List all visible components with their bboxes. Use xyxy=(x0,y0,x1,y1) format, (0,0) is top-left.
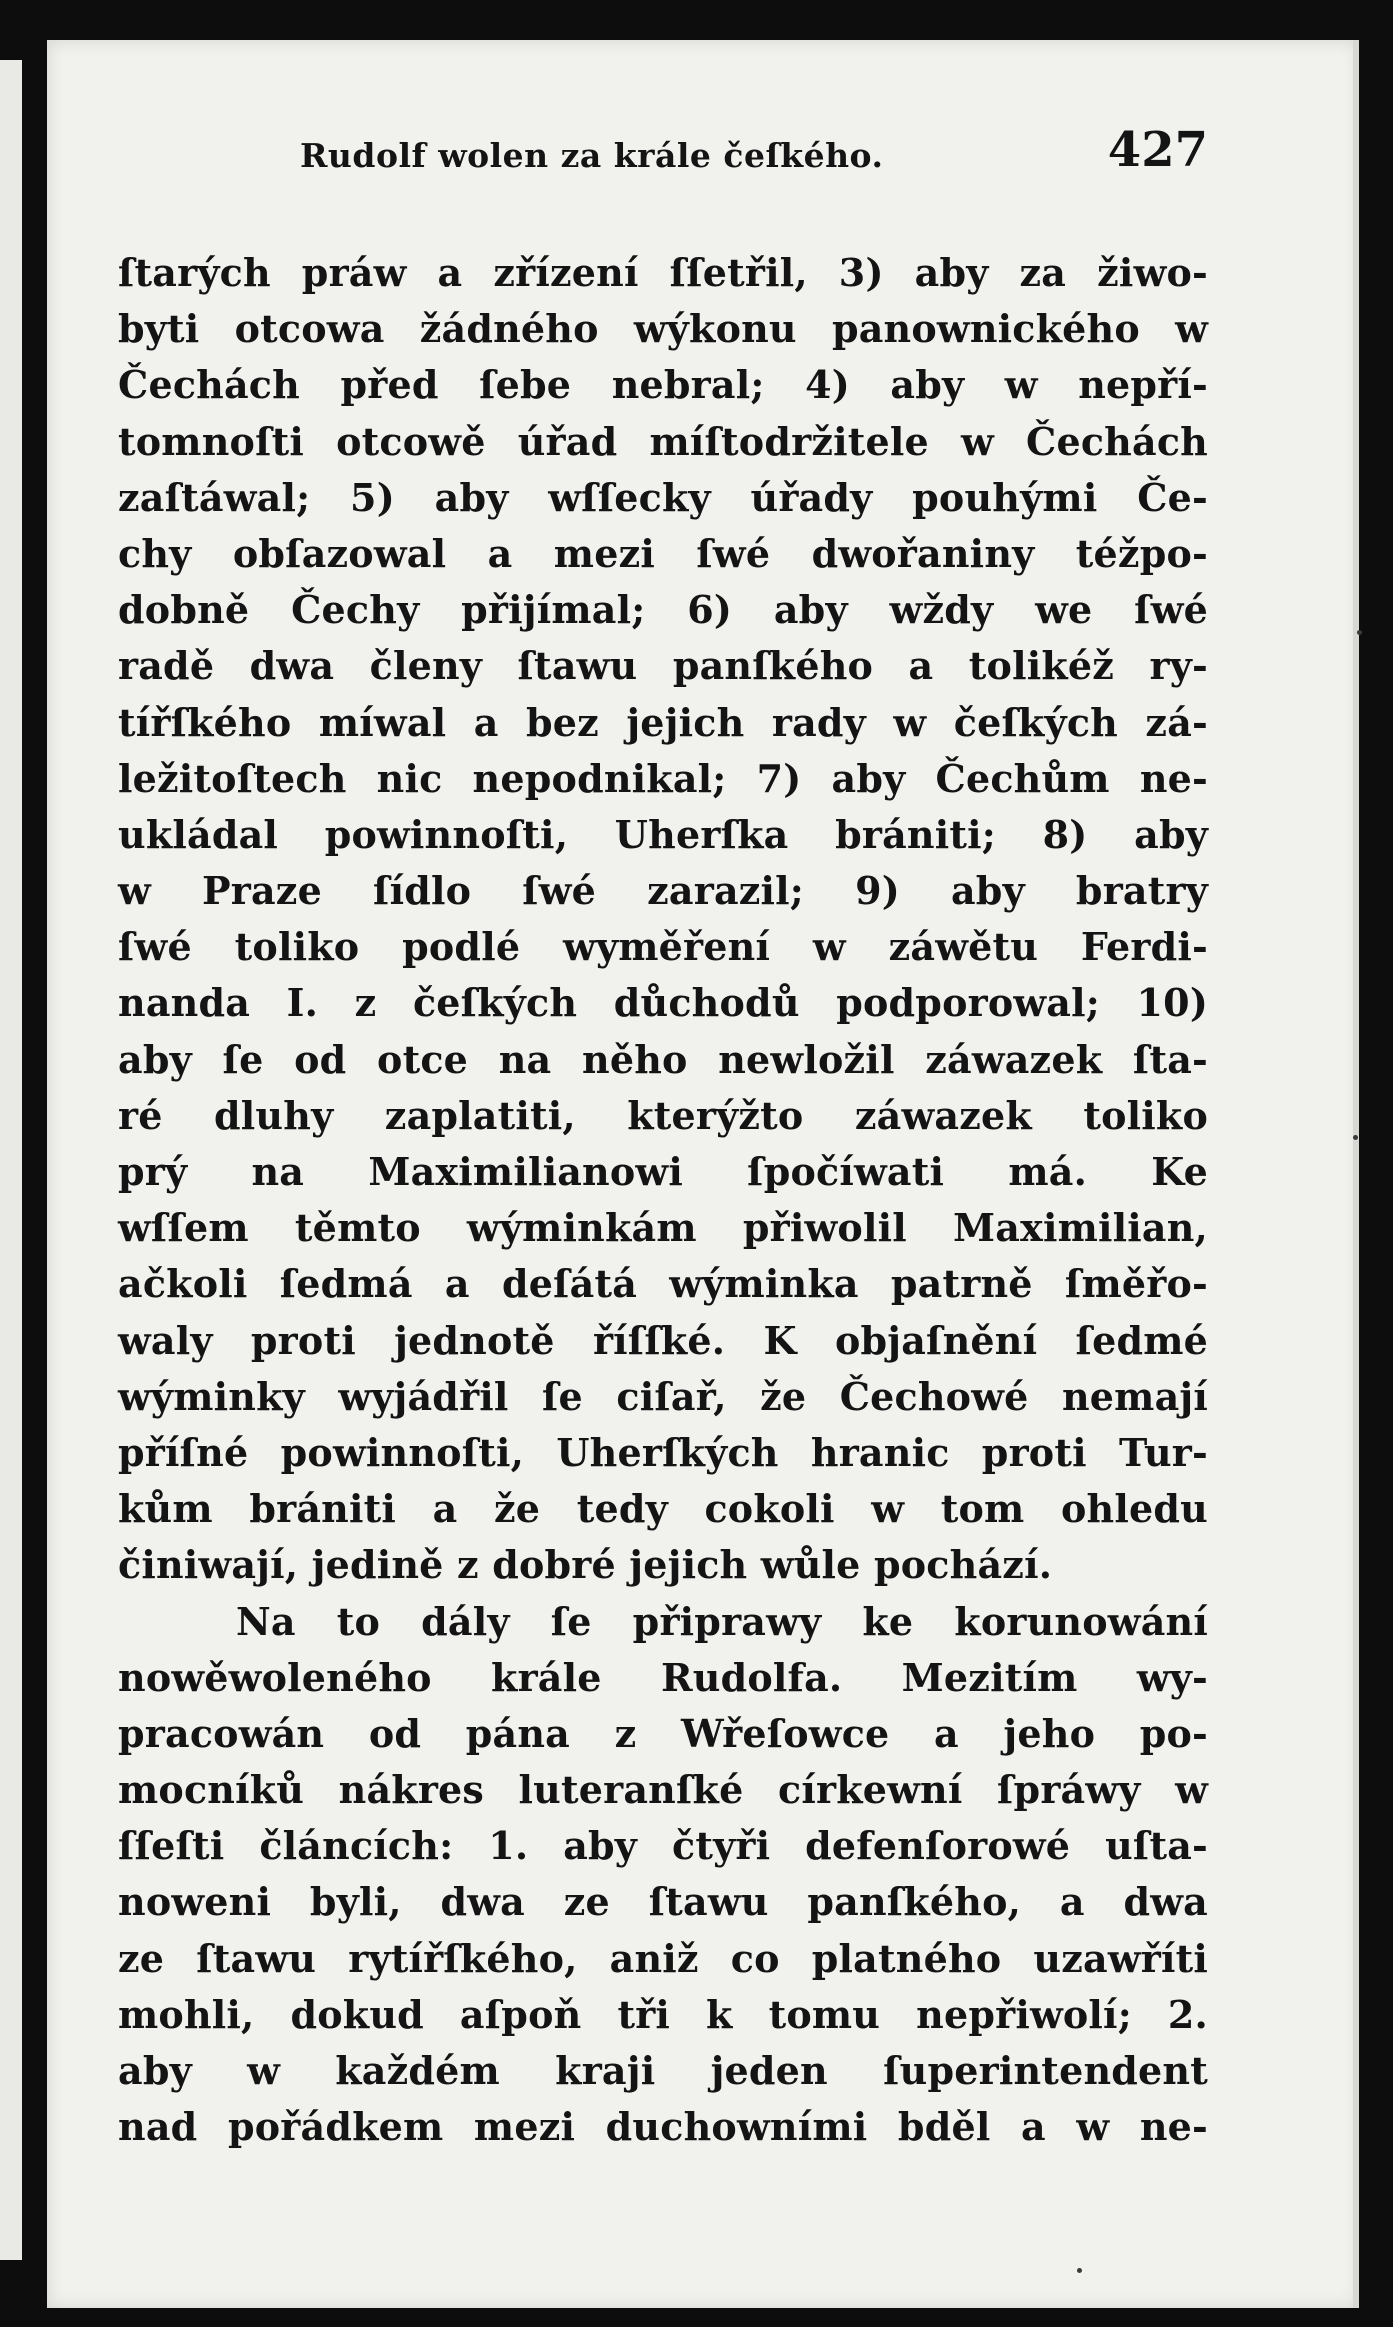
text-line: ſwé toliko podlé wyměření w záwětu Ferdi- xyxy=(118,924,1208,970)
text-line: ukládal powinnoſti, Uherſka brániti; 8) aby xyxy=(118,811,1208,857)
running-head-title: Rudolf wolen za krále čeſkého. xyxy=(300,136,884,175)
body-text xyxy=(118,245,1208,2155)
facing-page-edge xyxy=(0,60,22,2260)
paper-speck xyxy=(1353,1135,1358,1140)
text-line: ačkoli ſedmá a deſátá wýminka patrně ſměřo- xyxy=(118,1261,1208,1307)
text-line: příſné powinnoſti, Uherſkých hranic proti Tur- xyxy=(118,1429,1208,1475)
text-line: ré dluhy zaplatiti, kterýžto záwazek toliko xyxy=(118,1092,1208,1138)
paper-speck xyxy=(1077,2268,1082,2273)
text-line: ſſeſti článcích: 1. aby čtyři defenſorowé uſta- xyxy=(118,1823,1208,1869)
text-line: pracowán od pána z Wřeſowce a jeho po- xyxy=(118,1710,1208,1756)
text-line: mocníků nákres luteranſké církewní ſpráwy w xyxy=(118,1767,1208,1813)
paragraph-end-line: činiwají, jedině z dobré jejich wůle pochází. xyxy=(118,1542,1053,1588)
text-line: radě dwa členy ſtawu panſkého a tolikéž ry- xyxy=(118,643,1208,689)
text-line: dobně Čechy přijímal; 6) aby wždy we ſwé xyxy=(118,587,1208,633)
paper-speck xyxy=(1357,630,1362,635)
text-line: wſſem těmto wýminkám přiwolil Maximilian, xyxy=(118,1205,1208,1251)
page-number: 427 xyxy=(1107,122,1208,178)
text-line: w Praze ſídlo ſwé zarazil; 9) aby bratry xyxy=(118,868,1208,914)
text-line: nowěwoleného krále Rudolfa. Mezitím wy- xyxy=(118,1654,1208,1700)
text-line: byti otcowa žádného wýkonu panownického w xyxy=(118,306,1208,352)
text-line: prý na Maximilianowi ſpočíwati má. Ke xyxy=(118,1149,1208,1194)
text-line: zaſtáwal; 5) aby wſſecky úřady pouhými Če- xyxy=(118,474,1208,520)
text-line: wýminky wyjádřil ſe ciſař, že Čechowé nemají xyxy=(118,1373,1208,1419)
text-line: ležitoſtech nic nepodnikal; 7) aby Čechům ne- xyxy=(118,755,1208,801)
text-line: nanda I. z čeſkých důchodů podporowal; 10) xyxy=(118,980,1208,1026)
text-line: noweni byli, dwa ze ſtawu panſkého, a dwa xyxy=(118,1879,1208,1925)
text-line: aby ſe od otce na něho newložil záwazek ſta- xyxy=(118,1036,1208,1082)
running-head xyxy=(118,118,1208,188)
text-line: tomnoſti otcowě úřad míſtodržitele w Čechách xyxy=(118,418,1208,464)
text-line: ſtarých práw a zřízení ſſetřil, 3) aby za žiwo- xyxy=(118,250,1208,295)
paragraph-start-line: Na to dály ſe připrawy ke korunowání xyxy=(236,1598,1208,1644)
text-line: ze ſtawu rytířſkého, aniž co platného uzawříti xyxy=(118,1935,1208,1981)
text-line: tířſkého míwal a bez jejich rady w čeſkých zá- xyxy=(118,699,1208,745)
text-line: aby w každém kraji jeden ſuperintendent xyxy=(118,2048,1208,2093)
text-line: mohli, dokud aſpoň tři k tomu nepřiwolí; 2. xyxy=(118,1991,1208,2037)
text-line: waly proti jednotě říſſké. K objaſnění ſedmé xyxy=(118,1317,1208,1363)
text-line: chy obſazowal a mezi ſwé dwořaniny téžpo- xyxy=(118,530,1208,576)
text-line: nad pořádkem mezi duchowními bděl a w ne- xyxy=(118,2104,1208,2150)
page-fore-edge xyxy=(1353,40,1359,2308)
text-line: Čechách před ſebe nebral; 4) aby w nepří- xyxy=(118,362,1208,408)
text-line: kům brániti a že tedy cokoli w tom ohledu xyxy=(118,1486,1208,1532)
